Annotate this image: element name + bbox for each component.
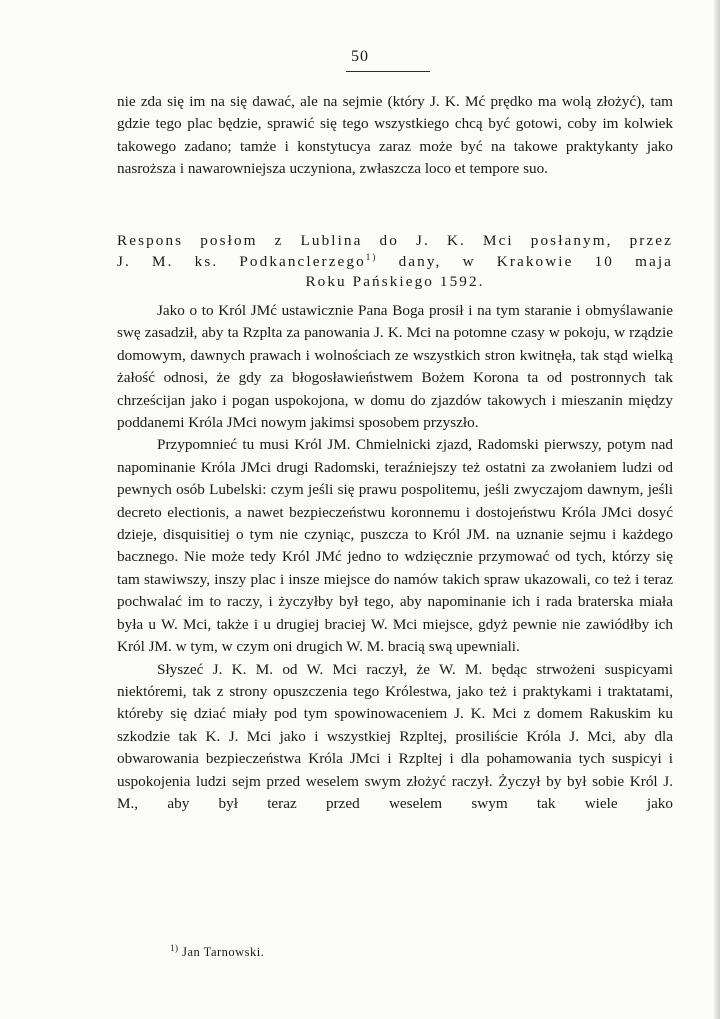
body-paragraph-1: Jako o to Król JMć ustawicznie Pana Boga prosił i na tym staranie i obmyślawanie swę zasadził, aby ta Rzplta za panowania J. K. Mci na potomne czasy w pokoju, w rządzie domowym, dawnych prawach i wolnościach ze wszystkich stron kwitnęła, tak stąd wielką żałość odnosi, że gdy za błogosławieństwem Bożem Korona ta od postronnych tak chrześcijan jako i pogan uspokojona, w domu do zjazdów takowych i mieszanin między poddanemi Króla JMci nowym jakimsi sposobem przyszło. xyxy=(117,302,673,432)
heading-line-2-start: J. M. ks. Podkanclerzego xyxy=(117,252,366,270)
body-text xyxy=(117,300,673,815)
heading-line-3: Roku Pańskiego 1592. xyxy=(305,273,485,291)
heading-line-2 xyxy=(117,252,673,273)
footnote-mark: 1) xyxy=(170,942,179,953)
page-number-rule xyxy=(346,71,430,72)
footnote xyxy=(170,942,265,960)
page-number: 50 xyxy=(351,48,369,65)
section-heading xyxy=(117,231,673,293)
body-paragraph-3: Słyszeć J. K. M. od W. Mci raczył, że W. M. będąc strwożeni suspicyami niektóremi, tak z strony opuszczenia tego Królestwa, jako też i praktykami i traktatami, któreby się dziać miały pod tym spowinowaceniem J. K. Mci z domem Rakuskim ku szkodzie tak K. J. Mci jako i wszystkiej Rzpltej, prosiliście Króla J. Mci, aby dla obwarowania bezpieczeństwa Króla JMci i Rzpltej i dla pohamowania tych suspicyi i uspokojenia ludzi sejm przed weselem swym złożyć raczył. Życzył by był sobie Król J. M., aby był teraz przed weselem swym tak wiele jako xyxy=(117,660,673,812)
page-edge-shadow xyxy=(714,0,720,1019)
footnote-text: Jan Tarnowski. xyxy=(182,945,265,959)
body-paragraph-2: Przypomnieć tu musi Król JM. Chmielnicki zjazd, Radomski pierwszy, potym nad napominanie Króla JMci drugi Radomski, teraźniejszy też ostatni za zwołaniem ludzi od pewnych osób Lubelski: czym jeśli się prawu pospolitemu, jeśli zwyczajom dawnym, jeśli decreto electionis, a nawet bezpieczeństwu koronnemu i dostojeństwu Króla JMci dosyć dzieje, disquisitiej o tym nie czyniąc, puszcza to Król JM. na uznanie sejmu i każdego bacznego. Nie może tedy Król JMć jedno to wdzięcznie przymować od tych, którzy się tam stawiwszy, inszy plac i insze miejsce do namów takich spraw ukazowali, co też i teraz pochwalać im to raczy, i życzyłby był tego, aby napominanie ich i rada braterska miała była u W. Mci, także i u drugiej braciej W. Mci miejsce, gdyż pewnie nie zawiódłby ich Król JM. w tym, w czym oni drugich W. M. bracią swą upewniali. xyxy=(117,436,673,656)
heading-line-2-end: dany, w Krakowie 10 maja xyxy=(377,252,673,270)
footnote-reference: 1) xyxy=(365,251,378,262)
continuation-paragraph: nie zda się im na się dawać, ale na sejmie (który J. K. Mć prędko ma wolą złożyć), tam gdzie tego plac będzie, sprawić się tego wszystkiego chcą być gotowi, coby im kolwiek takowego zadano; tamże i konstytucya zaraz może być na takowe praktykanty jako nasroższa i nawarowniejsza uczyniona, zwłaszcza loco et tempore suo. xyxy=(117,93,673,178)
heading-line-1: Respons posłom z Lublina do J. K. Mci posłanym, przez xyxy=(117,232,673,249)
